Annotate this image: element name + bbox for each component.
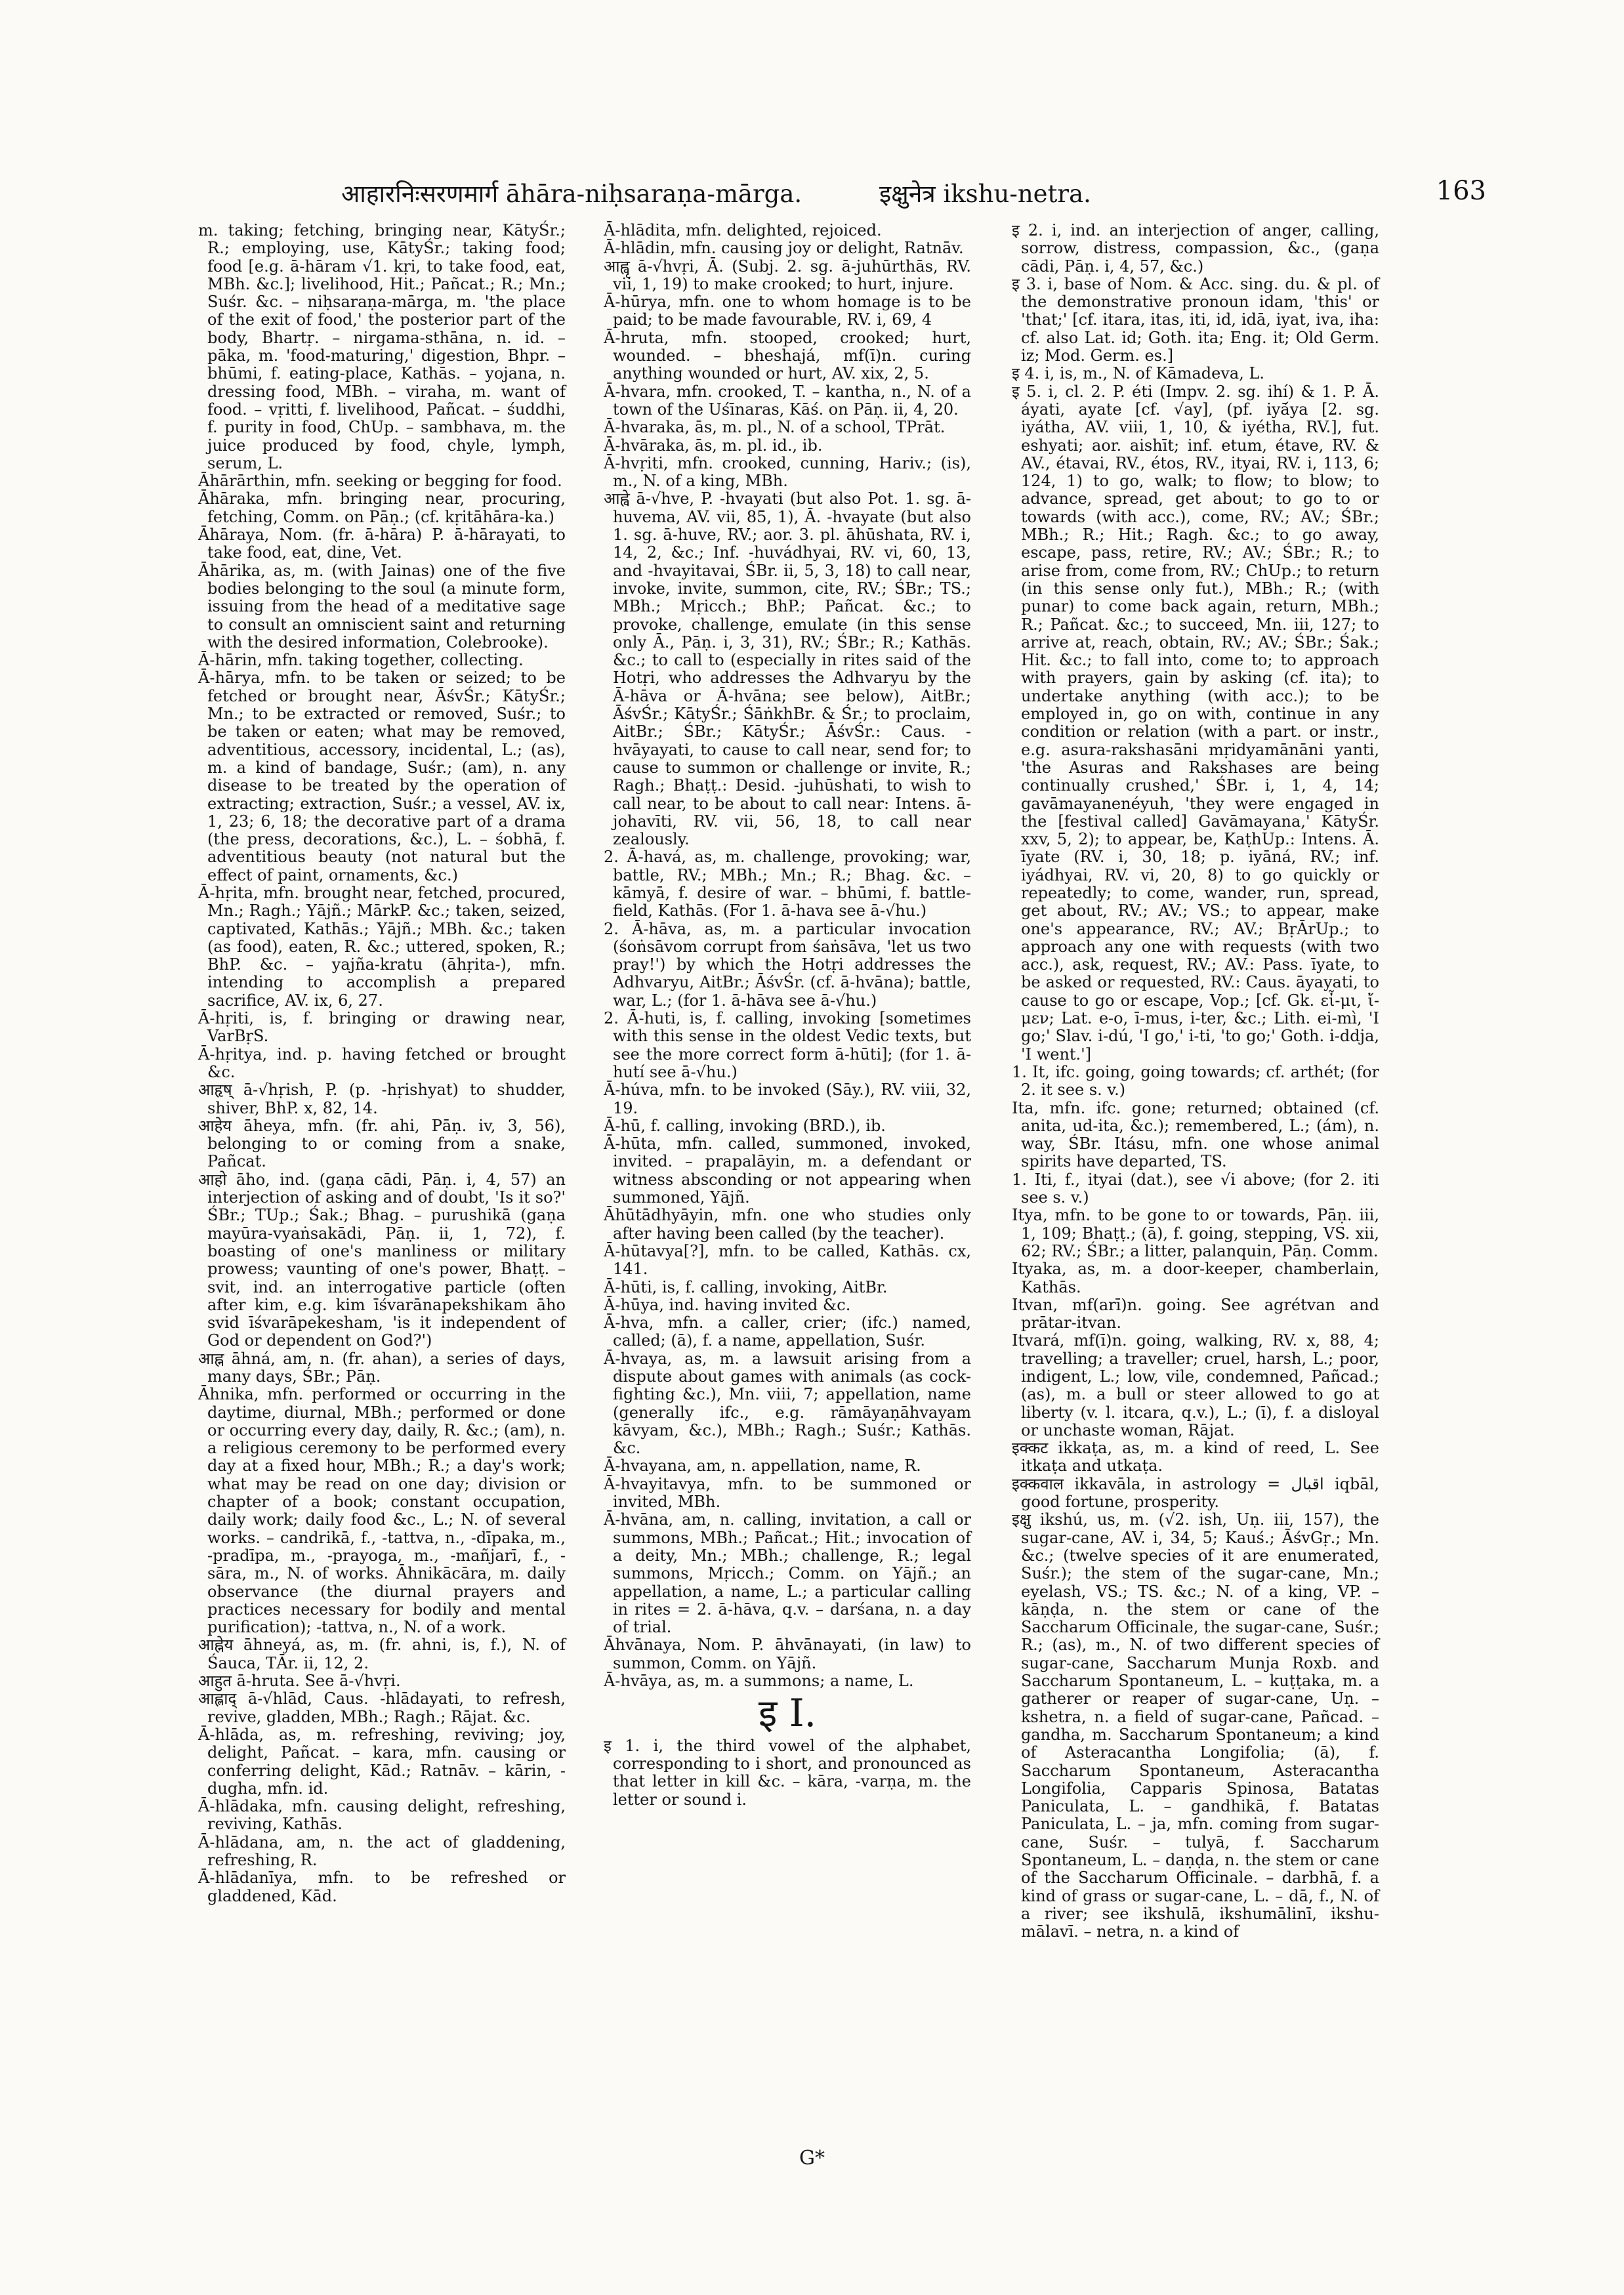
entry: Ā-hvaraka, ās, m. pl., N. of a school, TPrāt.	[604, 418, 946, 437]
entry: Ā-hvāraka, ās, m. pl. id., ib.	[604, 436, 823, 455]
entry: इ 4. i, is, m., N. of Kāmadeva, L.	[1012, 364, 1265, 383]
entry: आह्लाद् ā-√hlād, Caus. -hlādayati, to refresh, revive, gladden, MBh.; Ragh.; Rājat. &c.	[198, 1689, 566, 1726]
section-heading: इ I.	[758, 1691, 817, 1736]
entry: Ita, mfn. ifc. gone; returned; obtained (cf. anita, ud-ita, &c.); remembered, L.; (ám), n. way, ŚBr. Itásu, mfn. one whose animal spirits have departed, TS.	[1012, 1098, 1379, 1171]
entry: Āhārika, as, m. (with Jainas) one of the five bodies belonging to the soul (a minute form, issuing from the head of a meditative sage to consult an omniscient saint and returning with the desired information, Colebrooke).	[198, 561, 566, 651]
entry: आहेय āheya, mfn. (fr. ahi, Pāṇ. iv, 3, 56), belonging to or coming from a snake, Pañcat.	[198, 1116, 566, 1171]
header-left-headword: आहारनिःसरणमार्ग āhāra-niḥsaraṇa-mārga.	[341, 180, 802, 208]
entry: m. taking; fetching, bringing near, KātyŚr.; R.; employing, use, KātyŚr.; taking food; food [e.g. ā-hāram √1. kṛi, to take food, eat, MBh. &c.]; livelihood, Hit.; Pañcat.; R.; Mn.; Suśr. &c. – niḥsaraṇa-mārga, m. 'the place of the exit of food,' the posterior part of the body, Bhartṛ. – nirgama-sthāna, n. id. – pāka, m. 'food-maturing,' digestion, Bhpr. – bhūmi, f. eating-place, Kathās. – yojana, n. dressing food, MBh. – viraha, m. want of food. – vṛitti, f. livelihood, Pañcat. – śuddhi, f. purity in food, ChUp. – sambhava, m. the juice produced by food, chyle, lymph, serum, L.	[198, 221, 566, 472]
entry: Ā-hṛitya, ind. p. having fetched or brought &c.	[198, 1044, 566, 1081]
entry: Ā-hūti, is, f. calling, invoking, AitBr.	[604, 1277, 888, 1296]
entry: Āhārārthin, mfn. seeking or begging for food.	[198, 472, 562, 491]
entry: Ā-hūtavya[?], mfn. to be called, Kathās. cx, 141.	[604, 1241, 971, 1279]
entry: इ 2. i, ind. an interjection of anger, calling, sorrow, distress, compassion, &c., (gaṇa cādi, Pāṇ. i, 4, 57, &c.)	[1012, 221, 1379, 276]
entry: आह्वृ ā-√hvṛi, Ā. (Subj. 2. sg. ā-juhūrthās, RV. vii, 1, 19) to make crooked; to hurt, injure.	[604, 257, 971, 293]
page-header	[197, 176, 1486, 215]
entry: Itya, mfn. to be gone to or towards, Pāṇ. iii, 1, 109; Bhaṭṭ.; (ā), f. going, stepping, VS. xii, 62; RV.; ŚBr.; a litter, palanquin, Pāṇ. Comm.	[1012, 1206, 1379, 1260]
entry: Ā-hva, mfn. a caller, crier; (ifc.) named, called; (ā), f. a name, appellation, Suśr.	[604, 1313, 971, 1350]
entry: इ 3. i, base of Nom. & Acc. sing. du. & pl. of the demonstrative pronoun idam, 'this' or 'that;' [cf. itara, itas, iti, id, idā, iyat, iva, iha: cf. also Lat. id; Goth. ita; Eng. it; Old Germ. iz; Mod. Germ. es.]	[1012, 274, 1379, 365]
column-1	[198, 222, 566, 1905]
entry: Ā-hlāda, as, m. refreshing, reviving; joy, delight, Pañcat. – kara, mfn. causing or conferring delight, Kād.; Ratnāv. – kārin, -dugha, mfn. id.	[198, 1725, 566, 1798]
entry: Ā-hlādaka, mfn. causing delight, refreshing, reviving, Kathās.	[198, 1797, 566, 1834]
entry: Ā-hvāna, am, n. calling, invitation, a call or summons, MBh.; Pañcat.; Hit.; invocation of a deity, Mn.; MBh.; challenge, R.; legal summons, Mṛicch.; Comm. on Yājñ.; an appellation, a name, L.; a particular calling in rites = 2. ā-hāva, q.v. – darśana, n. a day of trial.	[604, 1510, 971, 1637]
entry: Ā-hārin, mfn. taking together, collecting.	[198, 651, 524, 670]
signature-mark: G*	[799, 2147, 825, 2170]
entry: आह्नेय āhneyá, as, m. (fr. ahni, is, f.), N. of Śauca, TĀr. ii, 12, 2.	[198, 1636, 566, 1672]
entry: Āhvānaya, Nom. P. āhvānayati, (in law) to summon, Comm. on Yājñ.	[604, 1636, 971, 1672]
entry: इक्षु ikshú, us, m. (√2. ish, Uṇ. iii, 157), the sugar-cane, AV. i, 34, 5; Kauś.; ĀśvGṛ.; Mn. &c.; (twelve species of it are enumerated, Suśr.); the stem of the sugar-cane, Mn.; eyelash, VS.; TS. &c.; N. of a king, VP. – kāṇḍa, n. the stem or cane of the Saccharum Officinale, the sugar-cane, Suśr.; R.; (as), m., N. of two different species of sugar-cane, Saccharum Munja Roxb. and Saccharum Spontaneum, L. – kuṭṭaka, m. a gatherer or reaper of sugar-cane, Uṇ. – kshetra, n. a field of sugar-cane, Pañcad. – gandha, m. Saccharum Spontaneum; a kind of Asteracantha Longifolia; (ā), f. Saccharum Spontaneum, Asteracantha Longifolia, Capparis Spinosa, Batatas Paniculata, L. – gandhikā, f. Batatas Paniculata, L. – ja, mfn. coming from sugar-cane, Suśr. – tulyā, f. Saccharum Spontaneum, L. – daṇḍa, n. the stem or cane of the Saccharum Officinale. – darbhā, f. a kind of grass or sugar-cane, L. – dā, f., N. of a river; see ikshulā, ikshumālinī, ikshu-mālavī. – netra, n. a kind of	[1012, 1510, 1379, 1941]
entry: Ā-hvayitavya, mfn. to be summoned or invited, MBh.	[604, 1474, 971, 1512]
entry: Itvará, mf(ī)n. going, walking, RV. x, 88, 4; travelling; a traveller; cruel, harsh, L.; poor, indigent, L.; low, vile, condemned, Pañcad.; (as), m. a bull or steer allowed to go at liberty (v. l. itcara, q.v.), L.; (ī), f. a disloyal or unchaste woman, Rājat.	[1012, 1331, 1379, 1439]
column-3	[1012, 222, 1379, 1941]
entry: इ 5. i, cl. 2. P. éti (Impv. 2. sg. ihí) & 1. P. Ā. áyati, ayate [cf. √ay], (pf. iyā́ya [2. sg. iyátha, AV. viii, 1, 10, & iyétha, RV.], fut. eshyati; aor. aishīt; inf. etum, étave, RV. & AV., étavai, RV., étos, RV., ityai, RV. i, 113, 6; 124, 1) to go, walk; to flow; to blow; to advance, spread, get about; to go to or towards (with acc.), come, RV.; AV.; ŚBr.; MBh.; R.; Hit.; Ragh. &c.; to go away, escape, pass, retire, RV.; AV.; ŚBr.; R.; to arise from, come from, RV.; ChUp.; to return (in this sense only fut.), MBh.; R.; (with punar) to come back again, return, MBh.; R.; Pañcat. &c.; to succeed, Mn. iii, 127; to arrive at, reach, obtain, RV.; AV.; ŚBr.; Śak.; Hit. &c.; to fall into, come to; to approach with prayers, gain by asking (cf. ita); to undertake anything (with acc.); to be employed in, go on with, continue in any condition or relation (with a part. or instr., e.g. asura-rakshasāni mṛidyamānāni yanti, 'the Asuras and Rakshases are being continually crushed,' ŚBr. i, 1, 4, 14; gavāmayanenéyuh, 'they were engaged in the [festival called] Gavāmayana,' KātyŚr. xxv, 5, 2); to appear, be, KaṭhUp.: Intens. Ā. īyate (RV. i, 30, 18; p. iyāná, RV.; inf. iyádhyai, RV. vi, 20, 8) to go quickly or repeatedly; to come, wander, run, spread, get about, RV.; AV.; VS.; to appear, make one's appearance, RV.; AV.; BṛĀrUp.; to approach any one with requests (with two acc.), ask, request, RV.; AV.: Pass. īyate, to be asked or requested, RV.: Caus. āyayati, to cause to go or escape, Vop.; [cf. Gk. εἶ-μι, ἴ-μεν; Lat. e-o, ī-mus, i-ter, &c.; Lith. ei-mì, 'I go;' Slav. i-dú, 'I go,' i-ti, 'to go;' Goth. i-ddja, 'I went.']	[1012, 382, 1379, 1064]
entry: Ā-hārya, mfn. to be taken or seized; to be fetched or brought near, ĀśvŚr.; KātyŚr.; Mn.; to be extracted or removed, Suśr.; to be taken or eaten; what may be removed, adventitious, accessory, incidental, L.; (as), m. a kind of bandage, Suśr.; (am), n. any disease to be treated by the operation of extracting; extraction, Suśr.; a vessel, AV. ix, 1, 23; 6, 18; the decorative part of a drama (the press, decorations, &c.), L. – śobhā, f. adventitious beauty (not natural but the effect of paint, ornaments, &c.)	[198, 669, 566, 884]
entry: 2. Ā-hāva, as, m. a particular invocation (śoṅsāvom corrupt from śaṅsāva, 'let us two pray!') by which the Hotṛi addresses the Adhvaryu, AitBr.; ĀśvŚr. (cf. ā-hvāna); battle, war, L.; (for 1. ā-hāva see ā-√hu.)	[604, 919, 971, 1010]
entry: इक्कट ikkaṭa, as, m. a kind of reed, L. See itkaṭa and utkaṭa.	[1012, 1439, 1379, 1476]
entry: इ 1. i, the third vowel of the alphabet, corresponding to i short, and pronounced as that letter in kill &c. – kāra, -varṇa, m. the letter or sound i.	[604, 1736, 971, 1809]
entry: Ā-hṛiti, is, f. bringing or drawing near, VarBṛS.	[198, 1009, 566, 1046]
entry: Ā-hlādanīya, mfn. to be refreshed or gladdened, Kād.	[198, 1869, 566, 1905]
entry: Ā-hvayana, am, n. appellation, name, R.	[604, 1457, 921, 1476]
entry: Ā-hvṛiti, mfn. crooked, cunning, Hariv.; (is), m., N. of a king, MBh.	[604, 453, 971, 491]
entry: Ā-hruta, mfn. stooped, crooked; hurt, wounded. – bheshajá, mf(ī)n. curing anything wounded or hurt, AV. xix, 2, 5.	[604, 328, 971, 383]
entry: आह्वे ā-√hve, P. -hvayati (but also Pot. 1. sg. ā-huvema, AV. vii, 85, 1), Ā. -hvayate (but also 1. sg. ā-huve, RV.; aor. 3. pl. āhūshata, RV. i, 14, 2, &c.; Inf. -huvádhyai, RV. vi, 60, 13, and -hvayitavai, ŚBr. ii, 5, 3, 18) to call near, invoke, invite, summon, cite, RV.; ŚBr.; TS.; MBh.; Mṛicch.; BhP.; Pañcat. &c.; to provoke, challenge, emulate (in this sense only Ā., Pāṇ. i, 3, 31), RV.; ŚBr.; R.; Kathās. &c.; to call to (especially in rites said of the Hotṛi, who addresses the Adhvaryu by the Ā-hāva or Ā-hvāna; see below), AitBr.; ĀśvŚr.; KātyŚr.; ŚāṅkhBr. & Śr.; to proclaim, AitBr.; ŚBr.; KātyŚr.; ĀśvŚr.: Caus. -hvāyayati, to cause to call near, send for; to cause to summon or challenge or invite, R.; Ragh.; Bhaṭṭ.: Desid. -juhūshati, to wish to call near, to be about to call near: Intens. ā-johavīti, RV. vii, 56, 18, to call near zealously.	[604, 489, 971, 849]
entry: Ā-hlādana, am, n. the act of gladdening, refreshing, R.	[198, 1832, 566, 1870]
entry: 2. Ā-havá, as, m. challenge, provoking; war, battle, RV.; MBh.; Mn.; R.; Bhag. &c. – kāmyā, f. desire of war. – bhūmi, f. battle-field, Kathās. (For 1. ā-hava see ā-√hu.)	[604, 848, 971, 920]
entry: इक्कवाल ikkavāla, in astrology = اقبال iqbāl, good fortune, prosperity.	[1012, 1474, 1379, 1512]
entry: Āhnika, mfn. performed or occurring in the daytime, diurnal, MBh.; performed or done or occurring every day, daily, R. &c.; (am), n. a religious ceremony to be performed every day at a fixed hour, MBh.; R.; a day's work; what may be read on one day; division or chapter of a book; constant occupation, daily work; daily food &c., L.; N. of several works. – candrikā, f., -tattva, n., -dīpaka, m., -pradīpa, m., -prayoga, m., -mañjarī, f., -sāra, m., N. of works. Āhnikācāra, m. daily observance (the diurnal prayers and practices necessary for bodily and mental purification); -tattva, n., N. of a work.	[198, 1385, 566, 1637]
entry: Ā-hvāya, as, m. a summons; a name, L.	[604, 1672, 914, 1691]
entry: Āhāraya, Nom. (fr. ā-hāra) P. ā-hārayati, to take food, eat, dine, Vet.	[198, 526, 566, 562]
entry: आह्न āhná, am, n. (fr. ahan), a series of days, many days, ŚBr.; Pāṇ.	[198, 1349, 566, 1386]
entry: 2. Ā-huti, is, f. calling, invoking [sometimes with this sense in the oldest Vedic texts, but see the more correct form ā-hūti]; (for 1. ā-hutí see ā-√hu.)	[604, 1009, 971, 1081]
entry: Ā-hṛita, mfn. brought near, fetched, procured, Mn.; Ragh.; Yājñ.; MārkP. &c.; taken, seized, captivated, Kathās.; Yājñ.; MBh. &c.; taken (as food), eaten, R. &c.; uttered, spoken, R.; BhP. &c. – yajña-kratu (āhṛita-), mfn. intending to accomplish a prepared sacrifice, AV. ix, 6, 27.	[198, 883, 566, 1010]
entry: Ā-húva, mfn. to be invoked (Sāy.), RV. viii, 32, 19.	[604, 1081, 971, 1117]
entry: 1. Iti, f., ityai (dat.), see √i above; (for 2. iti see s. v.)	[1012, 1170, 1379, 1207]
entry: Ā-hūrya, mfn. one to whom homage is to be paid; to be made favourable, RV. i, 69, 4	[604, 293, 971, 329]
entry: 1. It, ifc. going, going towards; cf. arthét; (for 2. it see s. v.)	[1012, 1062, 1379, 1100]
entry: आहो āho, ind. (gaṇa cādi, Pāṇ. i, 4, 57) an interjection of asking and of doubt, 'Is it so?' ŚBr.; TUp.; Śak.; Bhag. – purushikā (gaṇa mayūra-vyaṅsakādi, Pāṇ. ii, 1, 72), f. boasting of one's manliness or military prowess; vaunting of one's power, Bhaṭṭ. – svit, ind. an interrogative particle (often after kim, e.g. kim īśvarānapekshikam āho svid īśvarāpekesham, 'is it independent of God or dependent on God?')	[198, 1170, 566, 1350]
header-right-headword: इक्षुनेत्र ikshu-netra.	[879, 180, 1091, 208]
entry: Ā-hū, f. calling, invoking (BRD.), ib.	[604, 1116, 886, 1135]
column-2	[604, 222, 971, 1809]
entry: आहृष् ā-√hṛish, P. (p. -hṛishyat) to shudder, shiver, BhP. x, 82, 14.	[198, 1081, 566, 1117]
entry: Ā-hlādin, mfn. causing joy or delight, Ratnāv.	[604, 239, 964, 258]
entry: Itvan, mf(arī)n. going. See agrétvan and prātar-itvan.	[1012, 1295, 1379, 1333]
entry: Āhāraka, mfn. bringing near, procuring, fetching, Comm. on Pāṇ.; (cf. kṛitāhāra-ka.)	[198, 489, 566, 526]
entry: Ā-hlādita, mfn. delighted, rejoiced.	[604, 221, 882, 239]
entry: Ā-hvara, mfn. crooked, T. – kantha, n., N. of a town of the Uśīnaras, Kāś. on Pāṇ. ii, 4, 20.	[604, 382, 971, 419]
entry: Āhūtādhyāyin, mfn. one who studies only after having been called (by the teacher).	[604, 1206, 971, 1243]
page-number: 163	[1436, 176, 1486, 206]
entry: Ā-hvaya, as, m. a lawsuit arising from a dispute about games with animals (as cock-fighting &c.), Mn. viii, 7; appellation, name (generally ifc., e.g. rāmāyaṇāhvayam kāvyam, &c.), MBh.; Ragh.; Suśr.; Kathās. &c.	[604, 1349, 971, 1458]
entry: आहुत ā-hruta. See ā-√hvṛi.	[198, 1672, 401, 1691]
entry: Ā-hūta, mfn. called, summoned, invoked, invited. – prapalāyin, m. a defendant or witness absconding or not appearing when summoned, Yājñ.	[604, 1134, 971, 1207]
entry: Ā-hūya, ind. having invited &c.	[604, 1295, 851, 1314]
entry: Ityaka, as, m. a door-keeper, chamberlain, Kathās.	[1012, 1260, 1379, 1296]
